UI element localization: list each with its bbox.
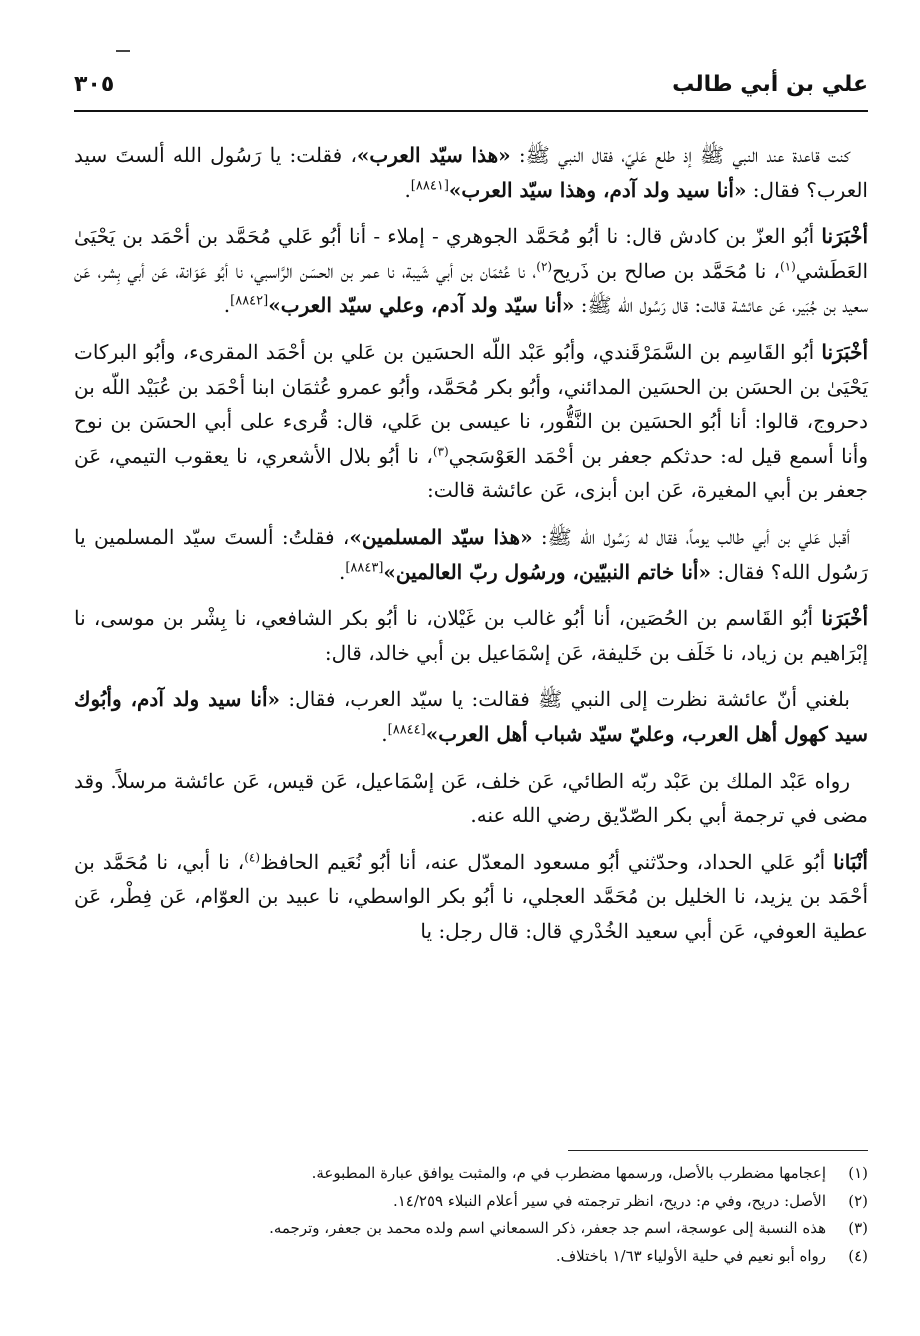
hadith-number: [٨٨٤٣] [345, 559, 384, 575]
text-segment: بلغني أنّ عائشة نظرت إلى النبي ﷺ فقالت: يا سيّد العرب، فقال: [280, 687, 850, 712]
text-segment: ، فقلت: يا رَسُول الله ألستَ سيد العرب؟ فقال: [74, 143, 868, 202]
footnote-number: (١) [848, 1164, 868, 1182]
hadith-quote: «هذا سيّد العرب» [356, 143, 511, 167]
isnad-keyword: أخْبَرَنا [821, 606, 868, 631]
paragraph [74, 845, 868, 949]
hadith-quote: «أنا سيد ولد آدم، وأبُوك سيد كهول أهل العرب، وعليّ سيّد شباب أهل العرب» [74, 687, 868, 746]
footnote-text: الأصل: دريح، وفي م: دريح، انظر ترجمته في سير أعلام النبلاء ١٤/٢٥٩. [392, 1191, 826, 1210]
footnote [74, 1188, 868, 1216]
footnote-text: إعجامها مضطرب بالأصل، ورسمها مضطرب في م، والمثبت يوافق عبارة المطبوعة. [311, 1164, 826, 1182]
paragraph [74, 138, 868, 207]
isnad-keyword: أنْبَانا [833, 849, 868, 874]
footnote-text: رواه أبو نعيم في حلية الأولياء ١/٦٣ باختلاف. [555, 1246, 826, 1265]
hadith-quote: «أنا خاتم النبيّين، ورسُول ربّ العالمين» [383, 559, 711, 584]
text-segment: ، نا مُحَمَّد بن صالح بن ذَريح [552, 258, 780, 283]
text-segment: أقبل عَلي بن أبي طالب يوماً، فقال له رَسُول الله ﷺ: [532, 524, 850, 549]
body-text [74, 138, 868, 960]
paragraph [74, 219, 868, 323]
text-segment: أبُو عَلي الحداد، وحدّثني أبُو مسعود المعدّل عنه، أنا أبُو نُعَيم الحافظ [260, 849, 834, 874]
footnote-marker: (٣) [432, 444, 449, 459]
footnote-marker: (١) [779, 259, 796, 274]
text-segment: ، نا أبي، نا مُحَمَّد بن أحْمَد بن يزيد، نا الخليل بن مُحَمَّد العجلي، نا أبُو بكر الواسطي، نا عبيد بن العوّام، عَن فِطْر، عَن عطية العوفي، عَن أبي سعيد الخُدْري قال: قال رجل: يا [74, 849, 868, 943]
text-segment: أبُو العزّ بن كادش قال: نا أبُو مُحَمَّد الجوهري - إملاء - أنا أبُو عَلي مُحَمَّد بن أحْمَد بن يَحْيَىٰ العَطَشي [74, 224, 868, 283]
text-segment: . [404, 177, 411, 202]
hadith-number: [٨٨٤٤] [387, 722, 426, 738]
paragraph [74, 335, 868, 508]
footnote [74, 1160, 868, 1188]
footnote-text: هذه النسبة إلى عوسجة، اسم جد جعفر، ذكر السمعاني اسم ولده محمد بن جعفر، وترجمه. [269, 1219, 826, 1237]
running-title: علي بن أبي طالب [672, 72, 868, 97]
hadith-quote: «أنا سيد ولد آدم، وهذا سيّد العرب» [448, 177, 747, 202]
text-segment: . [338, 559, 346, 584]
hadith-number: [٨٨٤١] [410, 177, 449, 193]
hadith-number: [٨٨٤٢] [230, 293, 269, 309]
isnad-keyword: أخْبَرَنا [821, 339, 868, 364]
text-segment: أبُو القَاسم بن الحُصَين، أنا أبُو غالب بن غَيْلان، نا أبُو بكر الشافعي، نا بِشْر بن موسى، نا إبْرَاهيم بن زياد، نا خَلَف بن خَليفة، عَن إسْمَاعيل بن أبي خالد، قال: [74, 606, 868, 665]
text-segment: أبُو القَاسِم بن السَّمَرْقَندي، وأبُو عَبْد اللّه الحسَين بن عَلي بن أحْمَد المقرىء، وأبُو البركات يَحْيَىٰ بن الحسَن بن الحسَين المدائني، وأبُو بكر مُحَمَّد، وأبُو عمرو عُثمَان ابنا أحْمَد بن عُبَيْد اللّه بن دحروج، قالوا: أنا أبُو الحسَين بن النَّقُّور، نا عيسى بن عَلي، قال: قُرىء على أبي الحسَن بن نوح وأنا أسمع قيل له: حدثكم جعفر بن أحْمَد العَوْسَجي [74, 339, 868, 468]
text-segment: ، نا عُثمَان بن أبي شَيبة، نا عمر بن الحسَن الرَّاسبي، نا أبُو عَوَانة، عَن أبي بِشر، عَن سعيد بن جُبَير، عَن عائشة قالت: قال رَسُول الله ﷺ: [74, 258, 868, 318]
paragraph [74, 601, 868, 670]
page-number: ٣٠٥ [74, 72, 115, 97]
header-rule [74, 110, 868, 112]
text-segment: رواه عَبْد الملك بن عَبْد ربّه الطائي، عَن خلف، عَن إسْمَاعيل، عَن قيس، عَن عائشة مرسلاً. وقد مضى في ترجمة أبي بكر الصّدّيق رضي الله عنه. [74, 768, 868, 828]
footnote-number: (٣) [848, 1219, 868, 1237]
text-segment: . [381, 721, 388, 746]
footnote-number: (٢) [848, 1191, 868, 1210]
footnote-marker: (٢) [536, 259, 553, 274]
text-segment: ، فقلتُ: ألستَ سيّد المسلمين يا رَسُول الله؟ فقال: [74, 524, 868, 584]
paragraph [74, 520, 868, 589]
paragraph [74, 764, 868, 833]
stray-mark [116, 50, 130, 52]
footnote-number: (٤) [848, 1246, 868, 1265]
footnote-marker: (٤) [244, 850, 261, 865]
footnote-rule [568, 1150, 868, 1151]
footnotes [74, 1160, 868, 1270]
paragraph [74, 682, 868, 751]
footnote [74, 1215, 868, 1243]
hadith-quote: «أنا سيّد ولد آدم، وعلي سيّد العرب» [268, 293, 575, 318]
isnad-keyword: أخْبَرَنا [821, 224, 868, 249]
footnote [74, 1243, 868, 1271]
text-segment: ، نا أبُو بلال الأشعري، نا يعقوب التيمي، عَن جعفر بن أبي المغيرة، عَن ابن أبزى، عَن عائشة قالت: [74, 443, 868, 503]
text-segment: كنت قاعدة عند النبي ﷺ إذ طلع عَليّ، فقال النبي ﷺ: [510, 143, 851, 167]
text-segment: . [223, 293, 231, 318]
hadith-quote: «هذا سيّد المسلمين» [349, 524, 533, 549]
page-header [74, 72, 868, 106]
